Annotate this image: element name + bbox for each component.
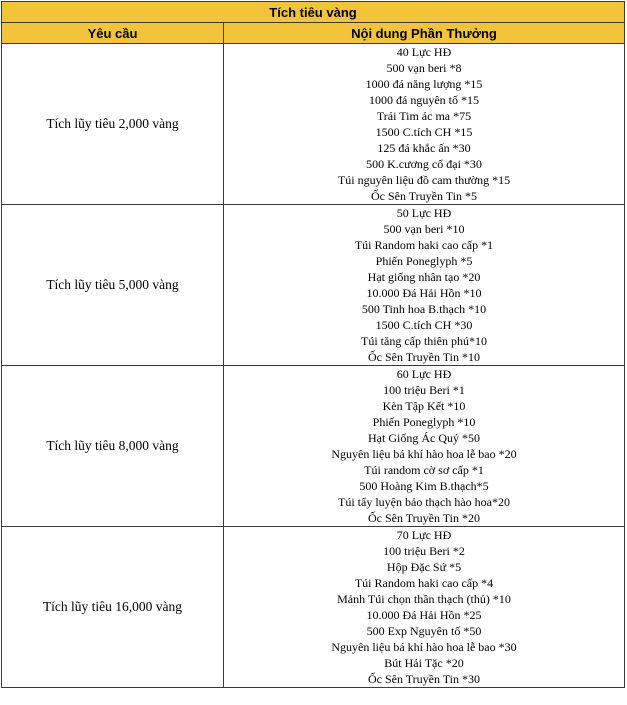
reward-item: 10.000 Đá Hải Hồn *10	[366, 286, 482, 300]
rewards-table	[1, 1, 625, 688]
column-header-requirement: Yêu cầu	[2, 23, 224, 44]
column-header-rewards: Nội dung Phần Thưởng	[224, 23, 625, 44]
reward-item: Phiến Poneglyph *5	[375, 254, 473, 268]
reward-item: 1500 C.tích CH *15	[375, 125, 473, 139]
column-header-row	[2, 23, 625, 44]
reward-item: Túi tẩy luyện bảo thạch hào hoa*20	[338, 495, 510, 509]
table-title: Tích tiêu vàng	[2, 2, 625, 23]
reward-item: 1000 đá nguyên tố *15	[369, 93, 479, 107]
reward-item: Túi Random haki cao cấp *4	[354, 576, 494, 590]
table-row	[2, 366, 625, 527]
reward-item: Trái Tim ác ma *75	[376, 109, 472, 123]
reward-item: Túi nguyên liệu đồ cam thường *15	[337, 173, 511, 187]
reward-item: Hạt giống nhân tạo *20	[367, 270, 481, 284]
reward-item: 10.000 Đá Hải Hồn *25	[366, 608, 482, 622]
table-row	[2, 205, 625, 366]
reward-item: 1500 C.tích CH *30	[375, 318, 473, 332]
reward-item: Ốc Sên Truyền Tin *10	[367, 350, 481, 364]
reward-item: Bút Hải Tặc *20	[384, 656, 464, 670]
reward-item: Ốc Sên Truyền Tin *20	[367, 511, 481, 525]
reward-item: Nguyên liệu bá khí hào hoa lễ bao *20	[331, 447, 517, 461]
reward-item: Ốc Sên Truyền Tin *5	[370, 189, 478, 203]
reward-item: Hộp Đặc Sứ *5	[386, 560, 462, 574]
reward-item: 1000 đá năng lượng *15	[365, 77, 483, 91]
reward-item: Túi Random haki cao cấp *1	[354, 238, 494, 252]
table-row	[2, 527, 625, 688]
requirement-cell: Tích lũy tiêu 8,000 vàng	[2, 366, 224, 527]
reward-item: Túi random cờ sơ cấp *1	[364, 463, 484, 477]
reward-item: Kèn Tập Kết *10	[382, 399, 466, 413]
requirement-cell: Tích lũy tiêu 16,000 vàng	[2, 527, 224, 688]
reward-item: 50 Lực HĐ	[396, 206, 452, 220]
table-row	[2, 44, 625, 205]
reward-item: 500 Exp Nguyên tố *50	[366, 624, 482, 638]
reward-item: 500 Tinh hoa B.thạch *10	[361, 302, 487, 316]
reward-item: 500 vạn beri *8	[386, 61, 462, 75]
reward-item: Hạt Giống Ác Quỷ *50	[368, 431, 480, 445]
rewards-cell	[224, 205, 625, 366]
reward-item: Mảnh Túi chọn thần thạch (thủ) *10	[337, 592, 511, 606]
reward-item: Phiến Poneglyph *10	[372, 415, 476, 429]
rewards-cell	[224, 366, 625, 527]
reward-item: 100 triệu Beri *1	[383, 383, 465, 397]
rewards-cell	[224, 527, 625, 688]
reward-item: 500 K.cương cổ đại *30	[366, 157, 482, 171]
reward-item: 60 Lực HĐ	[396, 367, 452, 381]
table-title-row	[2, 2, 625, 23]
table-body	[2, 44, 625, 688]
reward-item: 70 Lực HĐ	[396, 528, 452, 542]
reward-item: 500 Hoàng Kim B.thạch*5	[359, 479, 489, 493]
reward-item: Nguyên liệu bá khí hào hoa lễ bao *30	[331, 640, 517, 654]
requirement-cell: Tích lũy tiêu 5,000 vàng	[2, 205, 224, 366]
reward-item: 40 Lực HĐ	[396, 45, 452, 59]
requirement-cell: Tích lũy tiêu 2,000 vàng	[2, 44, 224, 205]
rewards-cell	[224, 44, 625, 205]
reward-item: 500 vạn beri *10	[383, 222, 465, 236]
reward-item: Túi tăng cấp thiên phú*10	[361, 334, 487, 348]
reward-item: 100 triệu Beri *2	[383, 544, 465, 558]
reward-item: Ốc Sên Truyền Tin *30	[367, 672, 481, 686]
reward-item: 125 đá khắc ấn *30	[377, 141, 471, 155]
